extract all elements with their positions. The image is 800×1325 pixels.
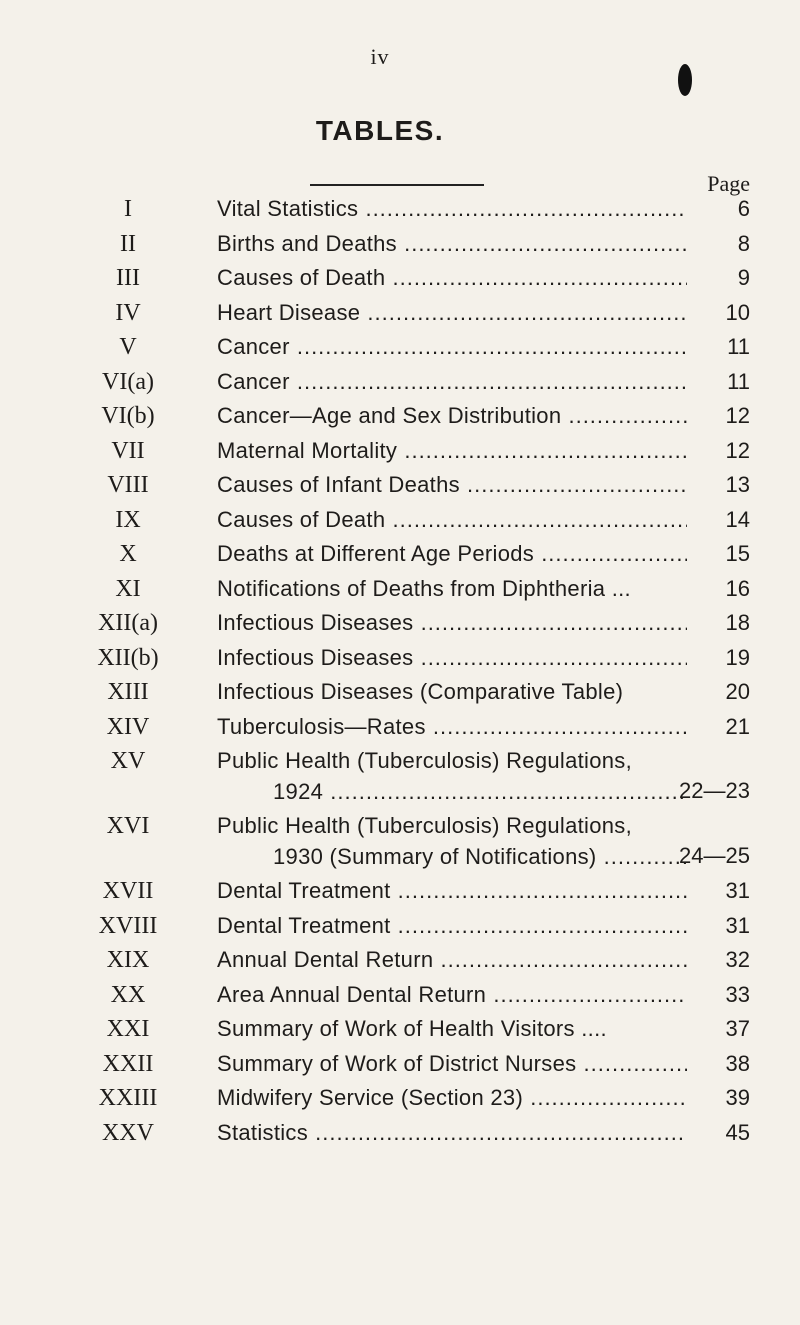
table-title — [217, 710, 687, 744]
table-entry — [0, 261, 800, 296]
table-number: II — [120, 230, 136, 257]
table-title-text: Notifications of Deaths from Diphtheria ... — [217, 575, 631, 601]
table-title — [217, 434, 687, 468]
table-number: XIX — [106, 947, 150, 973]
table-number: I — [124, 196, 132, 222]
title-divider — [310, 184, 484, 186]
table-title-continuation: 1924 ..... — [217, 778, 687, 806]
table-entry — [0, 468, 800, 503]
table-title-text: Public Health (Tuberculosis) Regulations, — [217, 748, 633, 773]
table-title-continuation: 1930 (Summary of Notifications) ..... — [217, 843, 687, 871]
table-entry — [0, 606, 800, 641]
table-page-number: 15 — [725, 541, 750, 566]
table-page-number: 45 — [725, 1119, 750, 1145]
page-number: iv — [370, 44, 390, 69]
table-entry — [0, 1047, 800, 1082]
table-entry — [0, 227, 800, 262]
table-title-text: Area Annual Dental Return ..... — [217, 978, 687, 1012]
table-title-text: Cancer ..... — [217, 330, 687, 364]
table-title — [217, 1081, 687, 1115]
table-entry — [0, 1116, 800, 1151]
tables-list — [0, 192, 800, 1150]
table-entry — [0, 1081, 800, 1116]
table-number: XI — [115, 575, 141, 602]
table-title — [217, 809, 687, 871]
table-page-number: 33 — [725, 981, 750, 1007]
table-title-text: Midwifery Service (Section 23) ..... — [217, 1081, 687, 1115]
table-title — [217, 192, 687, 226]
table-title-text: Causes of Death ..... — [217, 503, 687, 537]
table-title — [217, 537, 687, 571]
table-entry — [0, 503, 800, 538]
table-title-text: Tuberculosis—Rates ..... — [217, 710, 687, 744]
table-number: XX — [110, 981, 146, 1008]
table-number: XXI — [106, 1016, 150, 1042]
table-entry — [0, 399, 800, 434]
table-number: XIV — [106, 713, 150, 740]
table-page-number: 24—25 — [679, 843, 750, 868]
table-title-text: Heart Disease ..... — [217, 296, 687, 330]
table-page-number: 11 — [727, 334, 750, 359]
table-number: VIII — [107, 472, 149, 498]
table-title-text: Births and Deaths ..... — [217, 227, 687, 261]
table-title-text: Infectious Diseases (Comparative Table) — [217, 679, 624, 704]
table-entry — [0, 809, 800, 874]
table-page-number: 31 — [725, 878, 750, 903]
table-title — [217, 943, 687, 977]
table-title-text: Summary of Work of District Nurses ..... — [217, 1047, 687, 1081]
table-entry — [0, 675, 800, 710]
table-title — [217, 468, 687, 502]
table-title — [217, 744, 687, 806]
table-title — [217, 1116, 687, 1150]
table-entry — [0, 978, 800, 1013]
table-title — [217, 1012, 687, 1046]
table-title — [217, 296, 687, 330]
table-title — [217, 675, 687, 709]
table-page-number: 11 — [727, 368, 750, 394]
table-title-text: Infectious Diseases ..... — [217, 606, 687, 640]
table-number: XXII — [102, 1050, 154, 1077]
table-title-text: Causes of Infant Deaths ..... — [217, 468, 687, 502]
table-title-text: Infectious Diseases ..... — [217, 641, 687, 675]
table-number: XII(b) — [97, 644, 159, 671]
table-number: III — [116, 265, 140, 291]
table-number: XXIII — [98, 1085, 158, 1111]
table-number: XXV — [102, 1119, 154, 1146]
table-entry — [0, 572, 800, 607]
table-entry — [0, 744, 800, 809]
table-entry — [0, 296, 800, 331]
table-title — [217, 261, 687, 295]
table-entry — [0, 943, 800, 978]
table-page-number: 9 — [737, 265, 750, 290]
table-page-number: 22—23 — [679, 778, 750, 803]
table-number: XVIII — [98, 912, 158, 939]
table-page-number: 12 — [725, 437, 750, 463]
table-title-text: Causes of Death ..... — [217, 261, 687, 295]
table-page-number: 18 — [725, 610, 750, 635]
table-entry — [0, 874, 800, 909]
table-entry — [0, 909, 800, 944]
ink-blot-mark — [678, 64, 692, 96]
table-number: X — [119, 541, 137, 567]
table-title-text: Cancer ..... — [217, 365, 687, 399]
table-title — [217, 503, 687, 537]
table-title-text: Dental Treatment ..... — [217, 874, 687, 908]
table-entry — [0, 365, 800, 400]
table-entry — [0, 1012, 800, 1047]
table-title — [217, 606, 687, 640]
table-page-number: 13 — [725, 472, 750, 497]
table-title — [217, 978, 687, 1012]
table-page-number: 38 — [725, 1050, 750, 1076]
table-page-number: 32 — [725, 947, 750, 972]
table-number: IV — [115, 299, 141, 326]
table-title-text: Dental Treatment ..... — [217, 909, 687, 943]
table-title — [217, 227, 687, 261]
table-title — [217, 572, 687, 606]
table-number: XIII — [107, 679, 149, 705]
table-page-number: 16 — [725, 575, 750, 601]
table-title-text: Deaths at Different Age Periods ..... — [217, 537, 687, 571]
table-entry — [0, 330, 800, 365]
table-title — [217, 1047, 687, 1081]
page-column-header: Page — [707, 171, 750, 196]
table-number: XVI — [106, 813, 150, 839]
table-title — [217, 330, 687, 364]
table-page-number: 10 — [725, 299, 750, 325]
table-number: IX — [115, 506, 141, 533]
table-page-number: 20 — [725, 679, 750, 704]
table-page-number: 31 — [725, 912, 750, 938]
table-title — [217, 874, 687, 908]
table-title-text: Maternal Mortality ..... — [217, 434, 687, 468]
table-title — [217, 365, 687, 399]
table-title — [217, 641, 687, 675]
table-page-number: 14 — [725, 506, 750, 532]
table-number: V — [119, 334, 137, 360]
table-page-number: 21 — [725, 713, 750, 739]
table-title — [217, 399, 687, 433]
table-page-number: 6 — [737, 196, 750, 221]
table-number: XVII — [102, 878, 154, 904]
table-number: XII(a) — [98, 610, 158, 636]
table-title-text: Vital Statistics ..... — [217, 192, 687, 226]
table-title-text: Summary of Work of Health Visitors .... — [217, 1016, 607, 1041]
table-entry — [0, 434, 800, 469]
table-title-text: Statistics ..... — [217, 1116, 687, 1150]
table-entry — [0, 192, 800, 227]
table-title-text: Cancer—Age and Sex Distribution ..... — [217, 399, 687, 433]
table-title-text: Annual Dental Return ..... — [217, 943, 687, 977]
page-title: TABLES. — [315, 115, 445, 146]
table-page-number: 37 — [725, 1016, 750, 1041]
table-page-number: 39 — [725, 1085, 750, 1110]
table-number: VII — [111, 437, 145, 464]
table-number: VI(a) — [102, 368, 154, 395]
table-entry — [0, 641, 800, 676]
table-title — [217, 909, 687, 943]
table-page-number: 12 — [725, 403, 750, 428]
table-page-number: 19 — [725, 644, 750, 670]
table-entry — [0, 710, 800, 745]
table-title-text: Public Health (Tuberculosis) Regulations, — [217, 813, 633, 838]
table-page-number: 8 — [737, 230, 750, 256]
table-number: VI(b) — [101, 403, 155, 429]
table-entry — [0, 537, 800, 572]
table-number: XV — [110, 748, 146, 774]
